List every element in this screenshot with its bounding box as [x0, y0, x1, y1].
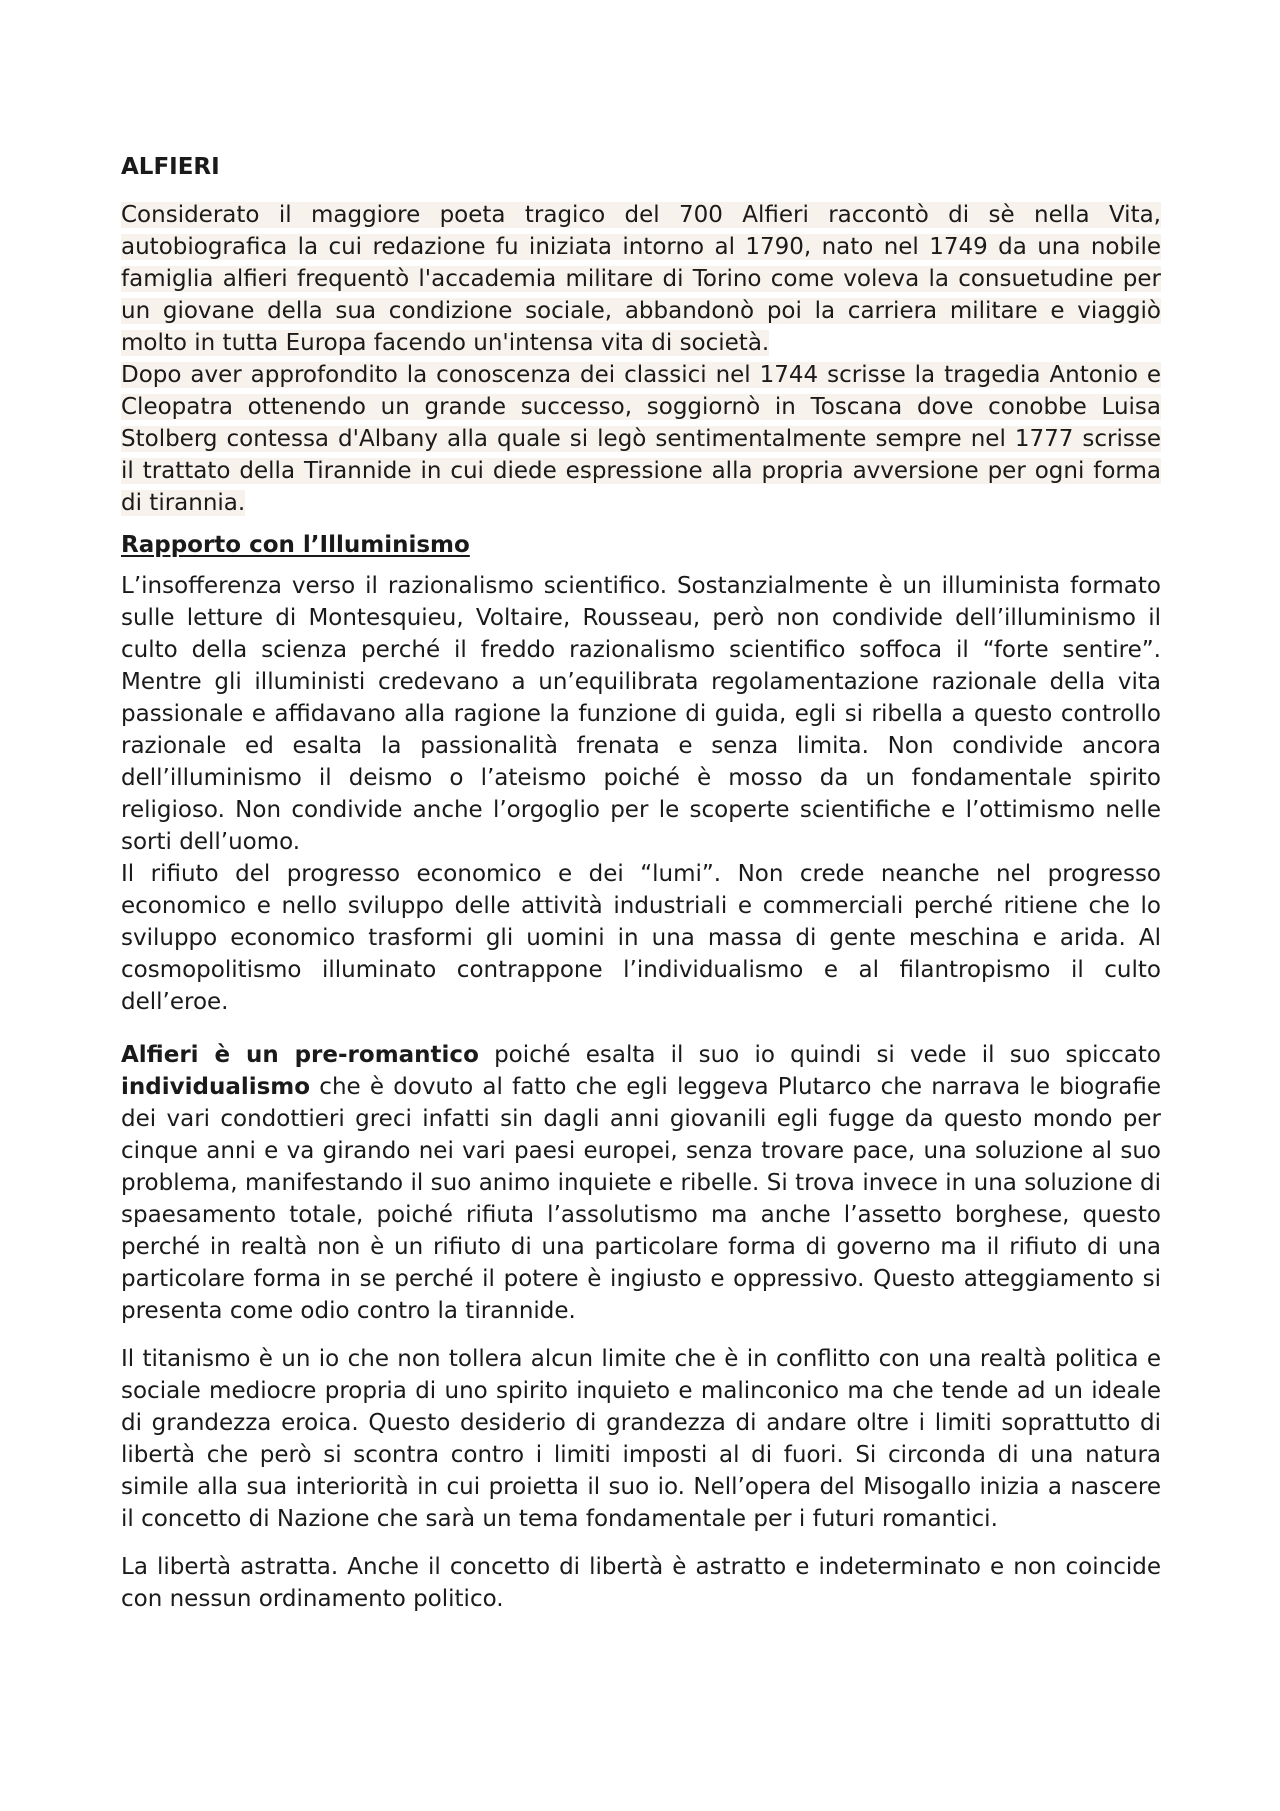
liberta-paragraph: La libertà astratta. Anche il concetto di libertà è astratto e indeterminato e non coincide con nessun ordinamento politico.: [121, 1554, 1161, 1612]
illuminismo-paragraph: [121, 570, 1161, 1018]
intro-text-part1: Considerato il maggiore poeta tragico del 700 Alfieri raccontò di sè nella Vita, autobiografica la cui redazione fu iniziata intorno al 1790, nato nel 1749 da una nobile famiglia alfieri frequentò l'accademia militare di Torino come voleva la consuetudine per un giovane della sua condizione sociale, abbandonò poi la carriera militare e viaggiò molto in tutta Europa facendo un'intensa vita di società.: [121, 202, 1161, 356]
intro-paragraph: [121, 199, 1161, 519]
preromantico-text-2: che è dovuto al fatto che egli leggeva Plutarco che narrava le biografie dei vari condottieri greci infatti sin dagli anni giovanili egli fugge da questo mondo per cinque anni e va girando nei vari paesi europei, senza trovare pace, una soluzione al suo problema, manifestando il suo animo inquiete e ribelle. Si trova invece in una soluzione di spaesamento totale, poiché rifiuta l’assolutismo ma anche l’assetto borghese, questo perché in realtà non è un rifiuto di una particolare forma di governo ma il rifiuto di una particolare forma in se perché il potere è ingiusto e oppressivo. Questo atteggiamento si presenta come odio contro la tirannide.: [121, 1074, 1161, 1324]
preromantico-paragraph: [121, 1039, 1161, 1327]
preromantico-bold-1: Alfieri è un pre-romantico: [121, 1042, 479, 1068]
section-heading: Rapporto con l’Illuminismo: [121, 532, 470, 558]
intro-text-part2: Dopo aver approfondito la conoscenza dei classici nel 1744 scrisse la tragedia Antonio e Cleopatra ottenendo un grande successo, soggiornò in Toscana dove conobbe Luisa Stolberg contessa d'Albany alla quale si legò sentimentalmente sempre nel 1777 scrisse il trattato della Tirannide in cui diede espressione alla propria avversione per ogni forma di tirannia.: [121, 362, 1161, 516]
document-title: ALFIERI: [121, 154, 220, 180]
illuminismo-text-part1: L’insofferenza verso il razionalismo scientifico. Sostanzialmente è un illuminista formato sulle letture di Montesquieu, Voltaire, Rousseau, però non condivide dell’illuminismo il culto della scienza perché il freddo razionalismo scientifico soffoca il “forte sentire”. Mentre gli illuministi credevano a un’equilibrata regolamentazione razionale della vita passionale e affidavano alla ragione la funzione di guida, egli si ribella a questo controllo razionale ed esalta la passionalità frenata e senza limita. Non condivide ancora dell’illuminismo il deismo o l’ateismo poiché è mosso da un fondamentale spirito religioso. Non condivide anche l’orgoglio per le scoperte scientifiche e l’ottimismo nelle sorti dell’uomo.: [121, 573, 1161, 855]
illuminismo-text-part2: Il rifiuto del progresso economico e dei “lumi”. Non crede neanche nel progresso economico e nello sviluppo delle attività industriali e commerciali perché ritiene che lo sviluppo economico trasformi gli uomini in una massa di gente meschina e arida. Al cosmopolitismo illuminato contrappone l’individualismo e al filantropismo il culto dell’eroe.: [121, 861, 1161, 1015]
preromantico-bold-2: individualismo: [121, 1074, 311, 1100]
preromantico-text-1: poiché esalta il suo io quindi si vede il suo spiccato: [478, 1042, 1161, 1068]
titanismo-paragraph: Il titanismo è un io che non tollera alcun limite che è in conflitto con una realtà politica e sociale mediocre propria di uno spirito inquieto e malinconico ma che tende ad un ideale di grandezza eroica. Questo desiderio di grandezza di andare oltre i limiti soprattutto di libertà che però si scontra contro i limiti imposti al di fuori. Si circonda di una natura simile alla sua interiorità in cui proietta il suo io. Nell’opera del Misogallo inizia a nascere il concetto di Nazione che sarà un tema fondamentale per i futuri romantici.: [121, 1346, 1161, 1532]
